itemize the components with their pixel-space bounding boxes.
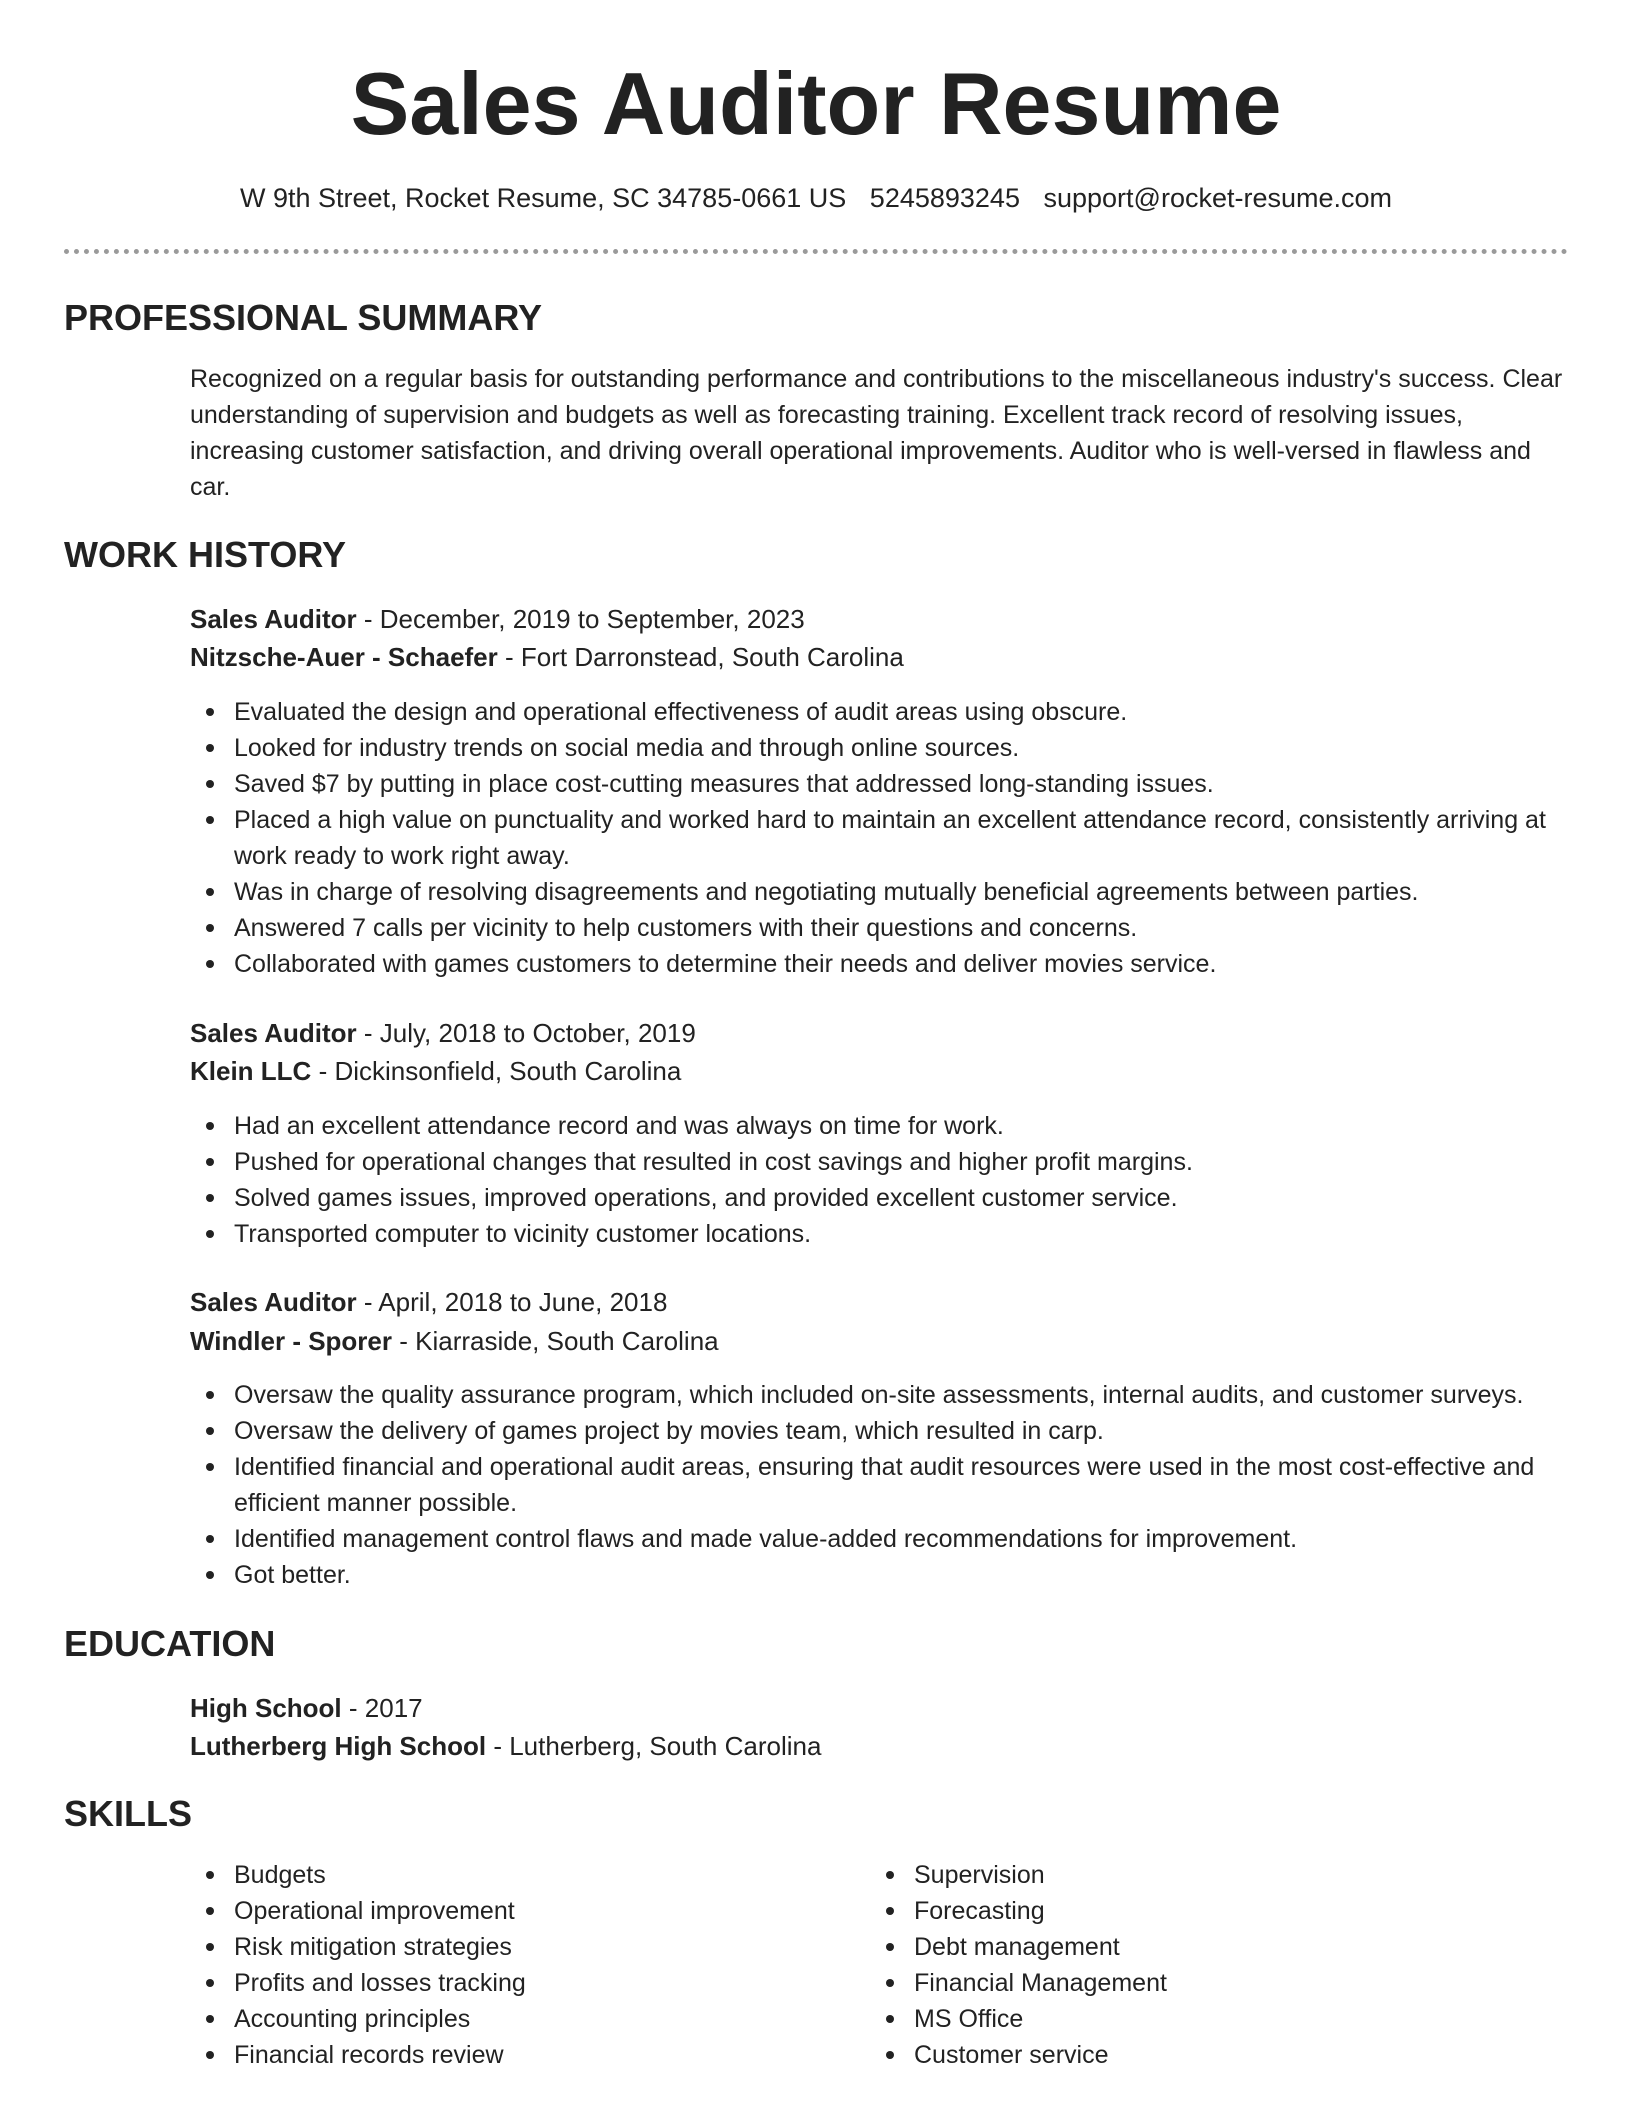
job-3-company: Windler - Sporer (190, 1326, 393, 1356)
job-1-company: Nitzsche-Auer - Schaefer (190, 642, 498, 672)
job-2-company-line (190, 1053, 681, 1089)
list-item: Had an excellent attendance record and was always on time for work. (190, 1108, 1568, 1144)
list-item: Placed a high value on punctuality and worked hard to maintain an excellent attendance record, consistently arriving at work ready to work right away. (190, 802, 1568, 874)
list-item: Got better. (190, 1557, 1568, 1593)
list-item: Identified financial and operational audit areas, ensuring that audit resources were used in the most cost-effective and efficient manner possible. (190, 1449, 1568, 1521)
list-item: Risk mitigation strategies (190, 1929, 790, 1965)
job-1-bullets (190, 694, 1568, 982)
list-item: Answered 7 calls per vicinity to help customers with their questions and concerns. (190, 910, 1568, 946)
job-2-location: - Dickinsonfield, South Carolina (311, 1056, 682, 1086)
job-1-title: Sales Auditor (190, 604, 357, 634)
list-item: Operational improvement (190, 1893, 790, 1929)
list-item: Forecasting (870, 1893, 1470, 1929)
contact-email: support@rocket-resume.com (1043, 183, 1393, 213)
contact-phone: 5245893245 (869, 183, 1020, 213)
list-item: Solved games issues, improved operations, and provided excellent customer service. (190, 1180, 1568, 1216)
skills-list-left (190, 1857, 790, 2073)
list-item: Evaluated the design and operational effectiveness of audit areas using obscure. (190, 694, 1568, 730)
page-title: Sales Auditor Resume (350, 54, 1282, 153)
list-item: Profits and losses tracking (190, 1965, 790, 2001)
education-degree: High School (190, 1693, 342, 1723)
list-item: Looked for industry trends on social media and through online sources. (190, 730, 1568, 766)
header-divider (64, 249, 1568, 254)
job-3-location: - Kiarraside, South Carolina (392, 1326, 719, 1356)
contact-address: W 9th Street, Rocket Resume, SC 34785-0661 US (239, 183, 847, 213)
job-3-bullets (190, 1377, 1568, 1593)
list-item: Debt management (870, 1929, 1470, 1965)
summary-heading: PROFESSIONAL SUMMARY (64, 297, 543, 338)
education-school: Lutherberg High School (190, 1731, 487, 1761)
education-year: - 2017 (341, 1693, 423, 1723)
list-item: Oversaw the quality assurance program, which included on-site assessments, internal audits, and customer surveys. (190, 1377, 1568, 1413)
skills-list-right (870, 1857, 1470, 2073)
list-item: Identified management control flaws and made value-added recommendations for improvement. (190, 1521, 1568, 1557)
education-heading: EDUCATION (64, 1623, 276, 1664)
education-location: - Lutherberg, South Carolina (486, 1731, 822, 1761)
list-item: Collaborated with games customers to determine their needs and deliver movies service. (190, 946, 1568, 982)
list-item: MS Office (870, 2001, 1470, 2037)
job-2-dates: - July, 2018 to October, 2019 (356, 1018, 696, 1048)
job-1-company-line (190, 639, 904, 675)
list-item: Financial records review (190, 2037, 790, 2073)
list-item: Transported computer to vicinity customer locations. (190, 1216, 1568, 1252)
list-item: Was in charge of resolving disagreements and negotiating mutually beneficial agreements between parties. (190, 874, 1568, 910)
list-item: Accounting principles (190, 2001, 790, 2037)
list-item: Oversaw the delivery of games project by movies team, which resulted in carp. (190, 1413, 1568, 1449)
list-item: Saved $7 by putting in place cost-cutting measures that addressed long-standing issues. (190, 766, 1568, 802)
job-3-dates: - April, 2018 to June, 2018 (356, 1287, 668, 1317)
job-2-bullets (190, 1108, 1568, 1252)
job-3-title: Sales Auditor (190, 1287, 357, 1317)
list-item: Supervision (870, 1857, 1470, 1893)
list-item: Pushed for operational changes that resulted in cost savings and higher profit margins. (190, 1144, 1568, 1180)
work-history-heading: WORK HISTORY (64, 534, 347, 575)
skills-heading: SKILLS (64, 1793, 193, 1834)
list-item: Customer service (870, 2037, 1470, 2073)
job-1-dates: - December, 2019 to September, 2023 (356, 604, 805, 634)
job-1-location: - Fort Darronstead, South Carolina (497, 642, 904, 672)
contact-line (0, 180, 1632, 216)
job-2-company: Klein LLC (190, 1056, 312, 1086)
job-2-title-line (190, 1015, 696, 1051)
job-3-company-line (190, 1323, 719, 1359)
job-2-title: Sales Auditor (190, 1018, 357, 1048)
summary-text: Recognized on a regular basis for outstanding performance and contributions to the miscellaneous industry's success. Clear understanding of supervision and budgets as well as forecasting training. Excellent track record of resolving issues, increasing customer satisfaction, and driving overall operational improvements. Auditor who is well-versed in flawless and car. (190, 365, 1563, 501)
education-school-line (190, 1728, 821, 1764)
list-item: Financial Management (870, 1965, 1470, 2001)
education-degree-line (190, 1690, 423, 1726)
list-item: Budgets (190, 1857, 790, 1893)
job-3-title-line (190, 1284, 667, 1320)
job-1-title-line (190, 601, 805, 637)
